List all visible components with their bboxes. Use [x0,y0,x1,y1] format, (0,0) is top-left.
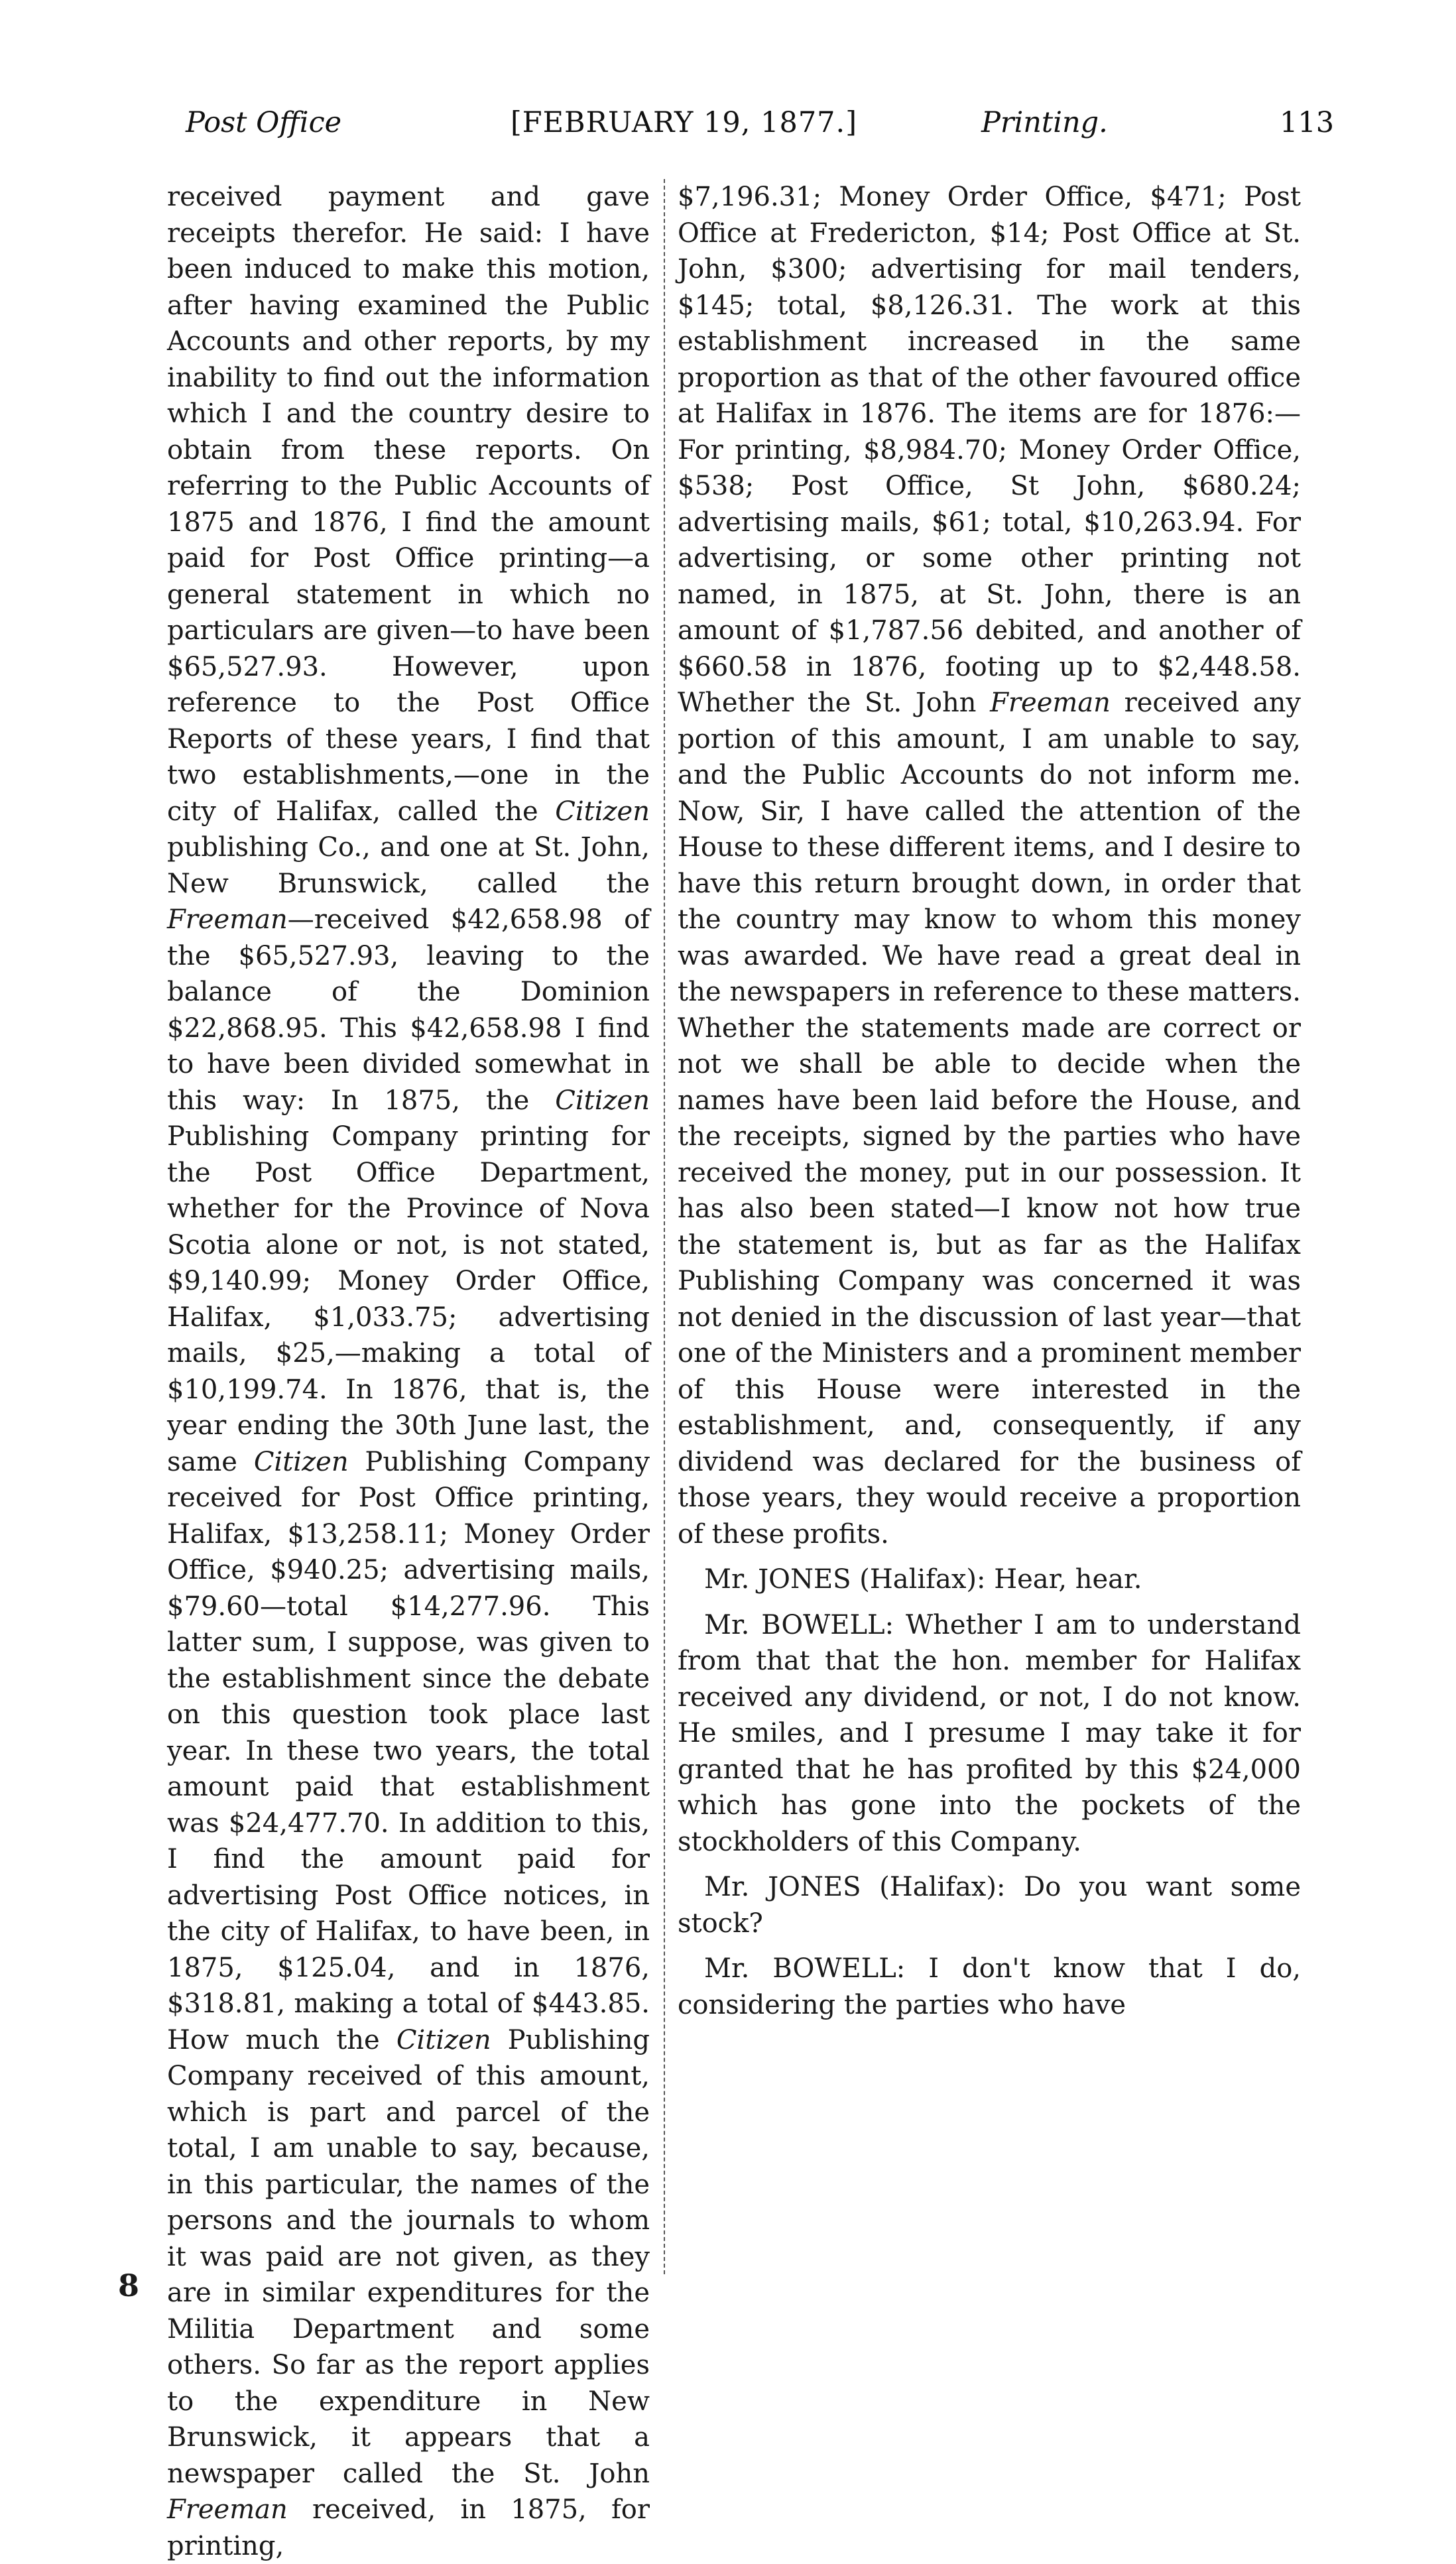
left-column [167,179,650,2561]
speech-bowell-2: Mr. BOWELL: I don't know that I do, considering the parties who have [678,1953,1301,2020]
speech-jones-2: Mr. JONES (Halifax): Do you want some stock? [678,1872,1301,1939]
newspaper-name: Citizen [253,1446,349,1477]
newspaper-name: Citizen [555,1085,650,1116]
newspaper-name: Citizen [555,796,650,827]
newspaper-name: Freeman [167,2494,288,2525]
speech-jones: Mr. JONES (Halifax): Hear, hear. [704,1564,1142,1595]
header-section-title: Post Office [186,106,342,139]
right-column [678,179,1301,2248]
header-date: [FEBRUARY 19, 1877.] [511,106,857,139]
signature-mark: 8 [118,2268,140,2303]
right-paragraph: $7,196.31; Money Order Office, $471; Post Office at Fredericton, $14; Post Office at St. John, $300; advertising for mail tenders, $145; total, $8,126.31. The work at this establishment increased in the same proportion as that of the other favoured office at Halifax in 1876. The items are for 1876:—For printing, $8,984.70; Money Order Office, $538; Post Office, St John, $680.24; advertising mails, $61; total, $10,263.94. For advertising, or some other printing not named, in 1875, at St. John, there is an amount of $1,787.56 debited, and another of $660.58 in 1876, footing up to $2,448.58. Whether the St. John Freeman received any portion of this amount, I am unable to say, and the Public Accounts do not inform me. Now, Sir, I have called the attention of the House to these different items, and I desire to have this return brought down, in order that the country may know to whom this money was awarded. We have read a great deal in the newspapers in reference to these matters. Whether the statements made are correct or not we shall be able to decide when the names have been laid before the House, and the receipts, signed by the parties who have received the money, put in our possession. It has also been stated—I know not how true the statement is, but as far as the Halifax Publishing Company was concerned it was not denied in the discussion of last year—that one of the Ministers and a prominent member of this House were interested in the establishment, and, consequently, if any dividend was declared for the business of those years, they would receive a proportion of these profits. [678,182,1302,1550]
header-topic: Printing. [981,106,1108,139]
running-header [166,106,1335,153]
page-number: 113 [1280,106,1335,139]
left-paragraph: received payment and gave receipts therefor. He said: I have been induced to make this motion, after having examined the Public Accounts and other reports, by my inability to find out the information which I and the country desire to obtain from these reports. On referring to the Public Accounts of 1875 and 1876, I find the amount paid for Post Office printing—a general statement in which no particulars are given—to have been $65,527.93. However, upon reference to the Post Office Reports of these years, I find that two establishments,—one in the city of Halifax, called the Citizen publishing Co., and one at St. John, New Brunswick, called the Freeman—received $42,658.98 of the $65,527.93, leaving to the balance of the Dominion $22,868.95. This $42,658.98 I find to have been divided somewhat in this way: In 1875, the Citizen Publishing Company printing for the Post Office Department, whether for the Province of Nova Scotia alone or not, is not stated, $9,140.99; Money Order Office, Halifax, $1,033.75; advertising mails, $25,—making a total of $10,199.74. In 1876, that is, the year ending the 30th June last, the same Citizen Publishing Company received for Post Office printing, Halifax, $13,258.11; Money Order Office, $940.25; advertising mails, $79.60—total $14,277.96. This latter sum, I suppose, was given to the establishment since the debate on this question took place last year. In these two years, the total amount paid that establishment was $24,477.70. In addition to this, I find the amount paid for advertising Post Office notices, in the city of Halifax, to have been, in 1875, $125.04, and in 1876, $318.81, making a total of $443.85. How much the Citizen Publishing Company received of this amount, which is part and parcel of the total, I am unable to say, because, in this particular, the names of the persons and the journals to whom it was paid are not given, as they are in similar expenditures for the Militia Department and some others. So far as the report applies to the expenditure in New Brunswick, it appears that a newspaper called the St. John Freeman received, in 1875, for printing, [167,182,650,2561]
newspaper-name: Citizen [396,2024,491,2055]
speech-bowell: Mr. BOWELL: Whether I am to understand from that that the hon. member for Halifax received any dividend, or not, I do not know. He smiles, and I presume I may take it for granted that he has profited by this $24,000 which has gone into the pockets of the stockholders of this Company. [678,1609,1301,1857]
newspaper-name: Freeman [167,904,288,935]
newspaper-name: Freeman [990,688,1111,718]
column-divider [664,179,666,2274]
